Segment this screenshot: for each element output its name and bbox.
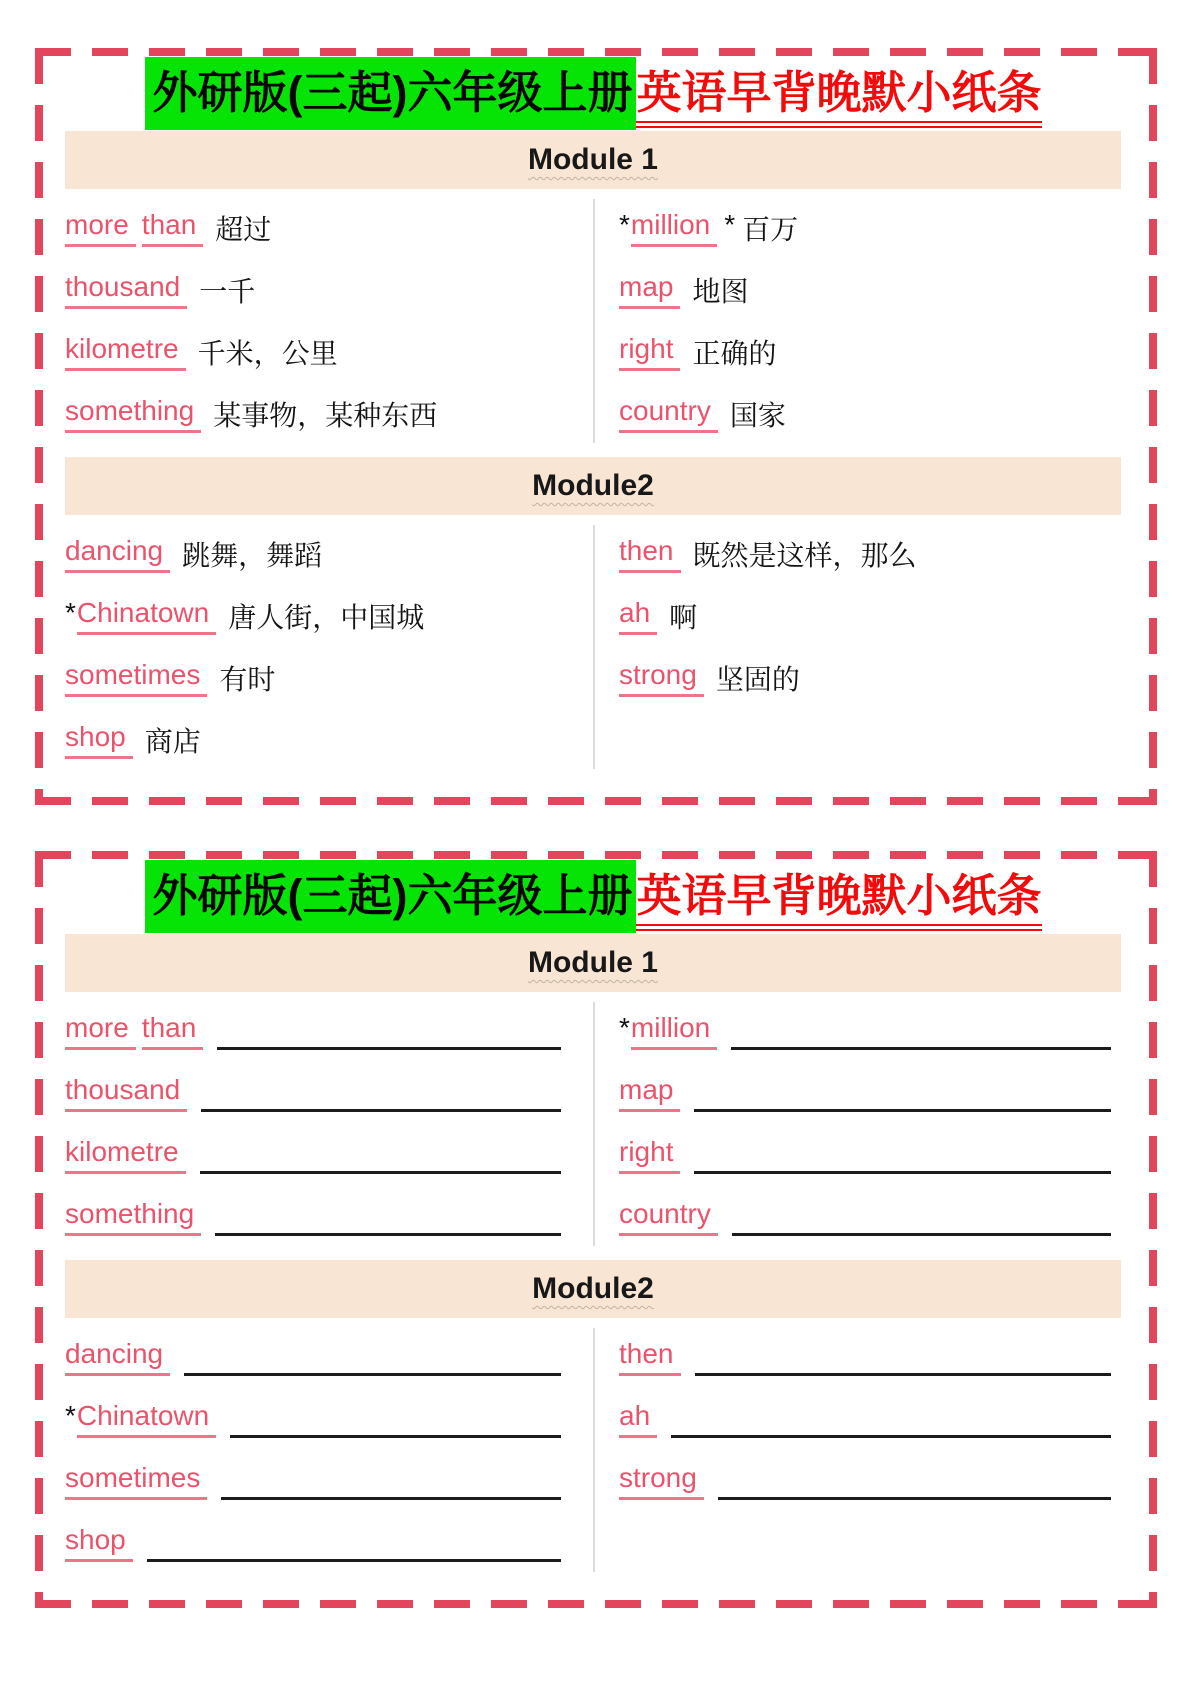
english-word [65,535,176,573]
vocab-row [65,585,571,647]
answer-line [671,1435,1111,1438]
word-token: thousand [65,271,187,309]
word-token: than [142,209,204,247]
vocab-row [619,585,1121,647]
vocab-row [65,1450,571,1512]
dashed-border-bottom [35,797,1157,805]
vocab-row [619,1388,1121,1450]
vocab-row [65,1512,571,1574]
vocab-row [619,523,1121,585]
chinese-meaning: 跳舞，舞蹈 [182,540,323,572]
chinese-meaning: 有时 [219,664,276,696]
word-token: million [631,1012,717,1050]
english-word [619,1012,723,1050]
vocab-section [65,1326,1121,1574]
chinese-meaning: 百万 [742,214,799,246]
english-word [65,1074,193,1112]
dictation-card-fill-in [35,851,1157,1608]
english-word [619,271,686,309]
word-token: Chinatown [77,1400,216,1438]
dashed-border-top [35,851,1157,859]
card-content [65,861,1121,1598]
english-word [65,209,209,247]
vocab-row [65,1062,571,1124]
modules-container [65,131,1121,771]
word-token: than [142,1012,204,1050]
answer-line [718,1497,1111,1500]
word-token: dancing [65,535,170,573]
english-word [619,1400,663,1438]
module-header [65,934,1121,992]
english-word [619,1074,686,1112]
module-header [65,131,1121,189]
card-title [65,66,1121,119]
vocab-row [65,1000,571,1062]
chinese-meaning: 千米，公里 [197,338,338,370]
english-word [65,659,213,697]
module-label: Module 1 [527,946,658,980]
dashed-border-bottom [35,1600,1157,1608]
chinese-meaning: 超过 [215,214,272,246]
right-column [593,523,1121,771]
answer-line [201,1109,561,1112]
english-word [65,333,192,371]
title-highlighted-part: 外研版(三起)六年级上册 [145,860,637,933]
english-word [619,1338,687,1376]
word-token: Chinatown [77,597,216,635]
word-token: sometimes [65,1462,207,1500]
chinese-meaning: 一千 [199,276,256,308]
right-column [593,1000,1121,1248]
english-word [65,1400,222,1438]
title-highlighted-part: 外研版(三起)六年级上册 [145,57,637,130]
vocab-row [65,1124,571,1186]
dashed-border-right [1149,851,1157,1608]
word-token: country [619,395,718,433]
english-word [619,395,724,433]
asterisk-prefix: * [619,1012,630,1044]
answer-line [200,1171,561,1174]
vocab-row [65,259,571,321]
word-token: thousand [65,1074,187,1112]
answer-line [147,1559,561,1562]
vocab-row [65,1388,571,1450]
vocab-row [619,1186,1121,1248]
asterisk-prefix: * [619,209,630,241]
answer-line [731,1047,1111,1050]
right-column [593,197,1121,445]
vocab-section [65,523,1121,771]
left-column [65,197,593,445]
word-token: something [65,1198,201,1236]
word-token: country [619,1198,718,1236]
english-word [65,721,139,759]
english-word [65,1462,213,1500]
module-label: Module2 [532,469,654,503]
english-word [619,597,663,635]
right-column [593,1326,1121,1574]
module-label: Module 1 [527,143,658,177]
chinese-meaning: 某事物，某种东西 [213,400,438,432]
vocab-row [619,1124,1121,1186]
card-title [65,869,1121,922]
english-word [619,535,687,573]
chinese-meaning: 国家 [729,400,786,432]
english-word [619,1136,686,1174]
word-token: shop [65,721,133,759]
vocab-row [619,197,1121,259]
dashed-border-right [1149,48,1157,805]
word-token: kilometre [65,333,186,371]
word-token: right [619,1136,680,1174]
word-token: dancing [65,1338,170,1376]
english-word [65,271,193,309]
english-word [619,333,686,371]
english-word [65,1198,207,1236]
vocab-row [619,1450,1121,1512]
chinese-meaning: 正确的 [692,338,777,370]
word-token: shop [65,1524,133,1562]
vocab-row [65,383,571,445]
word-token: strong [619,1462,704,1500]
word-token: strong [619,659,704,697]
vocab-row [619,259,1121,321]
chinese-meaning: 唐人街，中国城 [228,602,425,634]
dashed-border-left [35,48,43,805]
answer-line [695,1373,1112,1376]
chinese-meaning: 地图 [692,276,749,308]
module-header [65,457,1121,515]
module-header [65,1260,1121,1318]
vocab-row [619,1000,1121,1062]
title-red-part: 英语早背晚默小纸条 [636,870,1041,931]
word-token: map [619,1074,680,1112]
study-card-with-meanings [35,48,1157,805]
english-word [65,1136,192,1174]
title-red-part: 英语早背晚默小纸条 [636,67,1041,128]
answer-line [215,1233,561,1236]
left-column [65,1326,593,1574]
english-word [619,209,736,247]
english-word [65,1338,176,1376]
card-content [65,58,1121,795]
word-token: map [619,271,680,309]
vocab-row [619,1062,1121,1124]
word-token: then [619,535,681,573]
english-word [65,1524,139,1562]
vocab-row [619,1326,1121,1388]
word-token: more [65,1012,136,1050]
english-word [619,1462,710,1500]
word-token: ah [619,1400,657,1438]
dashed-border-left [35,851,43,1608]
word-token: sometimes [65,659,207,697]
vocab-row [619,383,1121,445]
word-token: million [631,209,717,247]
asterisk-suffix: * [724,209,736,241]
vocab-row [619,321,1121,383]
vocab-row [65,709,571,771]
chinese-meaning: 坚固的 [715,664,800,696]
dashed-border-top [35,48,1157,56]
answer-line [184,1373,561,1376]
english-word [65,597,222,635]
answer-line [732,1233,1111,1236]
word-token: kilometre [65,1136,186,1174]
left-column [65,1000,593,1248]
modules-container [65,934,1121,1574]
vocab-row [65,321,571,383]
asterisk-prefix: * [65,597,76,629]
vocab-row [65,197,571,259]
word-token: then [619,1338,681,1376]
vocab-row [619,647,1121,709]
english-word [619,1198,724,1236]
english-word [65,1012,209,1050]
answer-line [221,1497,561,1500]
module-label: Module2 [532,1272,654,1306]
english-word [619,659,710,697]
word-token: something [65,395,201,433]
chinese-meaning: 啊 [669,602,698,634]
answer-line [217,1047,561,1050]
chinese-meaning: 商店 [144,726,201,758]
vocab-row [65,1186,571,1248]
answer-line [694,1109,1111,1112]
answer-line [694,1171,1111,1174]
word-token: right [619,333,680,371]
word-token: ah [619,597,657,635]
left-column [65,523,593,771]
english-word [65,395,207,433]
answer-line [230,1435,561,1438]
vocab-section [65,197,1121,445]
asterisk-prefix: * [65,1400,76,1432]
word-token: more [65,209,136,247]
vocab-section [65,1000,1121,1248]
vocab-row [65,647,571,709]
vocab-row [65,523,571,585]
vocab-row [65,1326,571,1388]
chinese-meaning: 既然是这样，那么 [692,540,917,572]
